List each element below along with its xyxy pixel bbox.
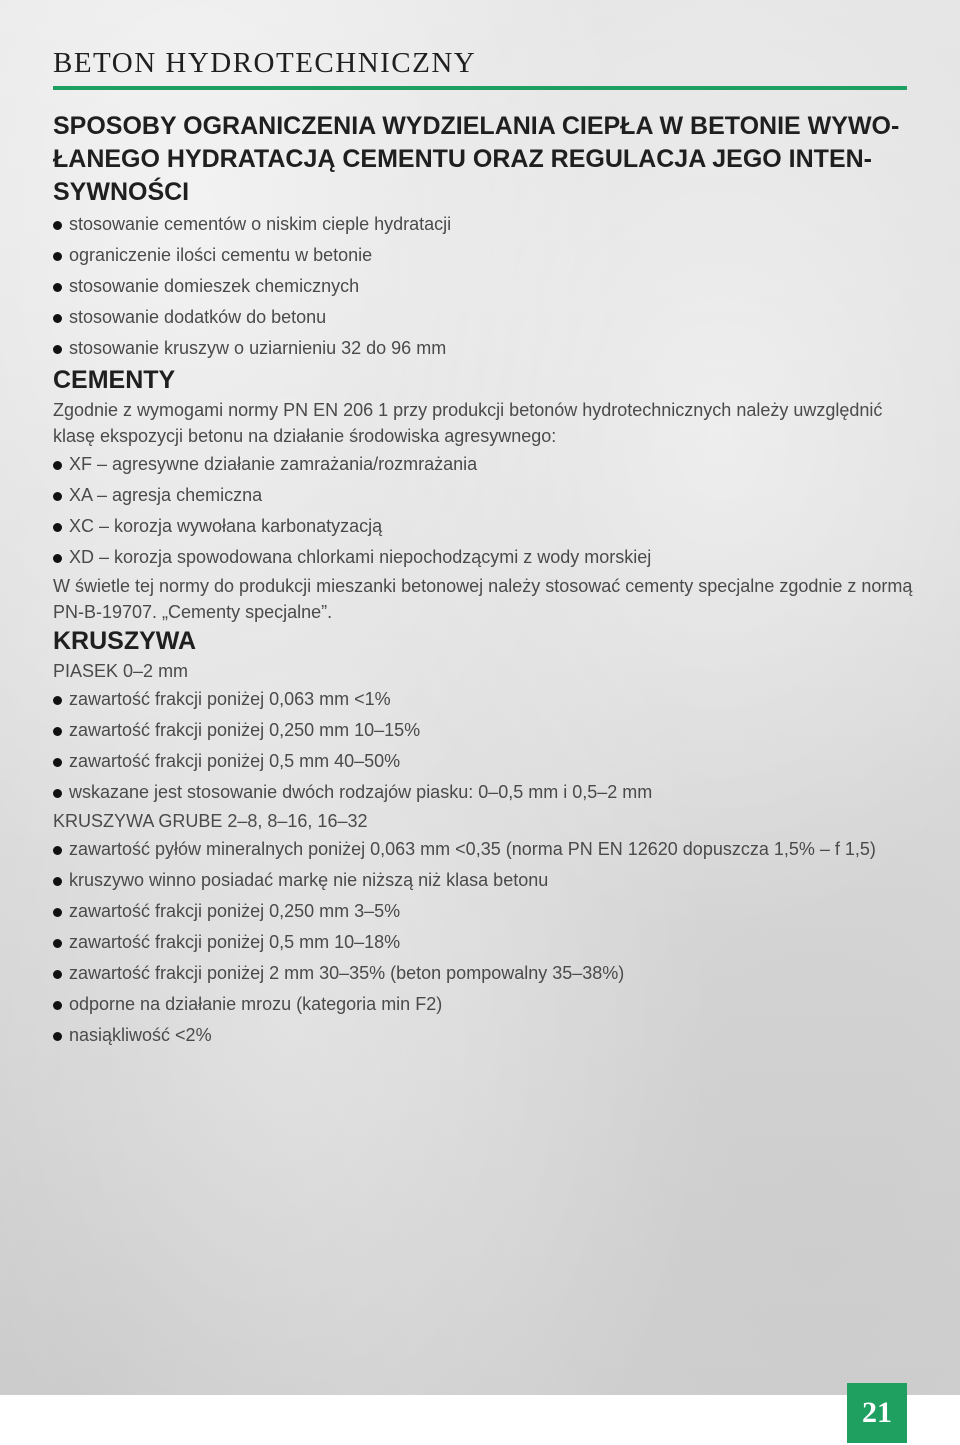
list-item: zawartość frakcji poniżej 0,250 mm 10–15% (53, 715, 913, 746)
section-kruszywa-title: KRUSZYWA (53, 627, 197, 655)
list-item: zawartość frakcji poniżej 0,063 mm <1% (53, 684, 913, 715)
list-item: zawartość frakcji poniżej 0,5 mm 10–18% (53, 927, 913, 958)
page-bottom-margin (0, 1395, 960, 1445)
list-item: nasiąkliwość <2% (53, 1020, 913, 1051)
list-item: wskazane jest stosowanie dwóch rodzajów piasku: 0–0,5 mm i 0,5–2 mm (53, 777, 913, 808)
list-item: stosowanie domieszek chemicznych (53, 271, 913, 302)
list-item: zawartość frakcji poniżej 2 mm 30–35% (beton pompowalny 35–38%) (53, 958, 913, 989)
list-item: stosowanie cementów o niskim cieple hydratacji (53, 209, 913, 240)
section-cementy (53, 364, 913, 625)
list-item: XF – agresywne działanie zamrażania/rozmrażania (53, 449, 913, 480)
page-content (53, 110, 913, 1051)
piasek-label: PIASEK 0–2 mm (53, 661, 189, 681)
section-cementy-title: CEMENTY (53, 366, 176, 394)
heat-methods-list (53, 209, 913, 364)
list-item: XC – korozja wywołana karbonatyzacją (53, 511, 913, 542)
list-item: stosowanie kruszyw o uziarnieniu 32 do 96 mm (53, 333, 913, 364)
piasek-list (53, 684, 913, 808)
list-item: zawartość frakcji poniżej 0,5 mm 40–50% (53, 746, 913, 777)
list-item: stosowanie dodatków do betonu (53, 302, 913, 333)
section-heat-title: SPOSOBY OGRANICZENIA WYDZIELANIA CIEPŁA W BETONIE WYWO-ŁANEGO HYDRATACJĄ CEMENTU ORAZ REGULACJA JEGO INTEN-SYWNOŚCI (53, 112, 900, 206)
list-item: zawartość frakcji poniżej 0,250 mm 3–5% (53, 896, 913, 927)
exposure-classes-list (53, 449, 913, 573)
header-rule (53, 86, 907, 90)
list-item: XD – korozja spowodowana chlorkami niepochodzącymi z wody morskiej (53, 542, 913, 573)
list-item: kruszywo winno posiadać markę nie niższą niż klasa betonu (53, 865, 913, 896)
list-item: XA – agresja chemiczna (53, 480, 913, 511)
cementy-outro: W świetle tej normy do produkcji mieszanki betonowej należy stosować cementy specjalne zgodnie z normą PN-B-19707. „Cementy specjalne”. (53, 576, 913, 622)
section-kruszywa (53, 625, 913, 1051)
page-title: BETON HYDROTECHNICZNY (53, 47, 477, 79)
kruszywa-grube-label: KRUSZYWA GRUBE 2–8, 8–16, 16–32 (53, 811, 368, 831)
section-heat-reduction (53, 110, 913, 364)
list-item: ograniczenie ilości cementu w betonie (53, 240, 913, 271)
list-item: odporne na działanie mrozu (kategoria min F2) (53, 989, 913, 1020)
kruszywa-grube-list (53, 834, 913, 1051)
cementy-intro: Zgodnie z wymogami normy PN EN 206 1 przy produkcji betonów hydrotechnicznych należy uwzględnić klasę ekspozycji betonu na działanie środowiska agresywnego: (53, 400, 883, 446)
page-header (53, 46, 907, 90)
list-item: zawartość pyłów mineralnych poniżej 0,063 mm <0,35 (norma PN EN 12620 dopuszcza 1,5% – f 1,5) (53, 834, 913, 865)
page-number: 21 (847, 1383, 907, 1443)
